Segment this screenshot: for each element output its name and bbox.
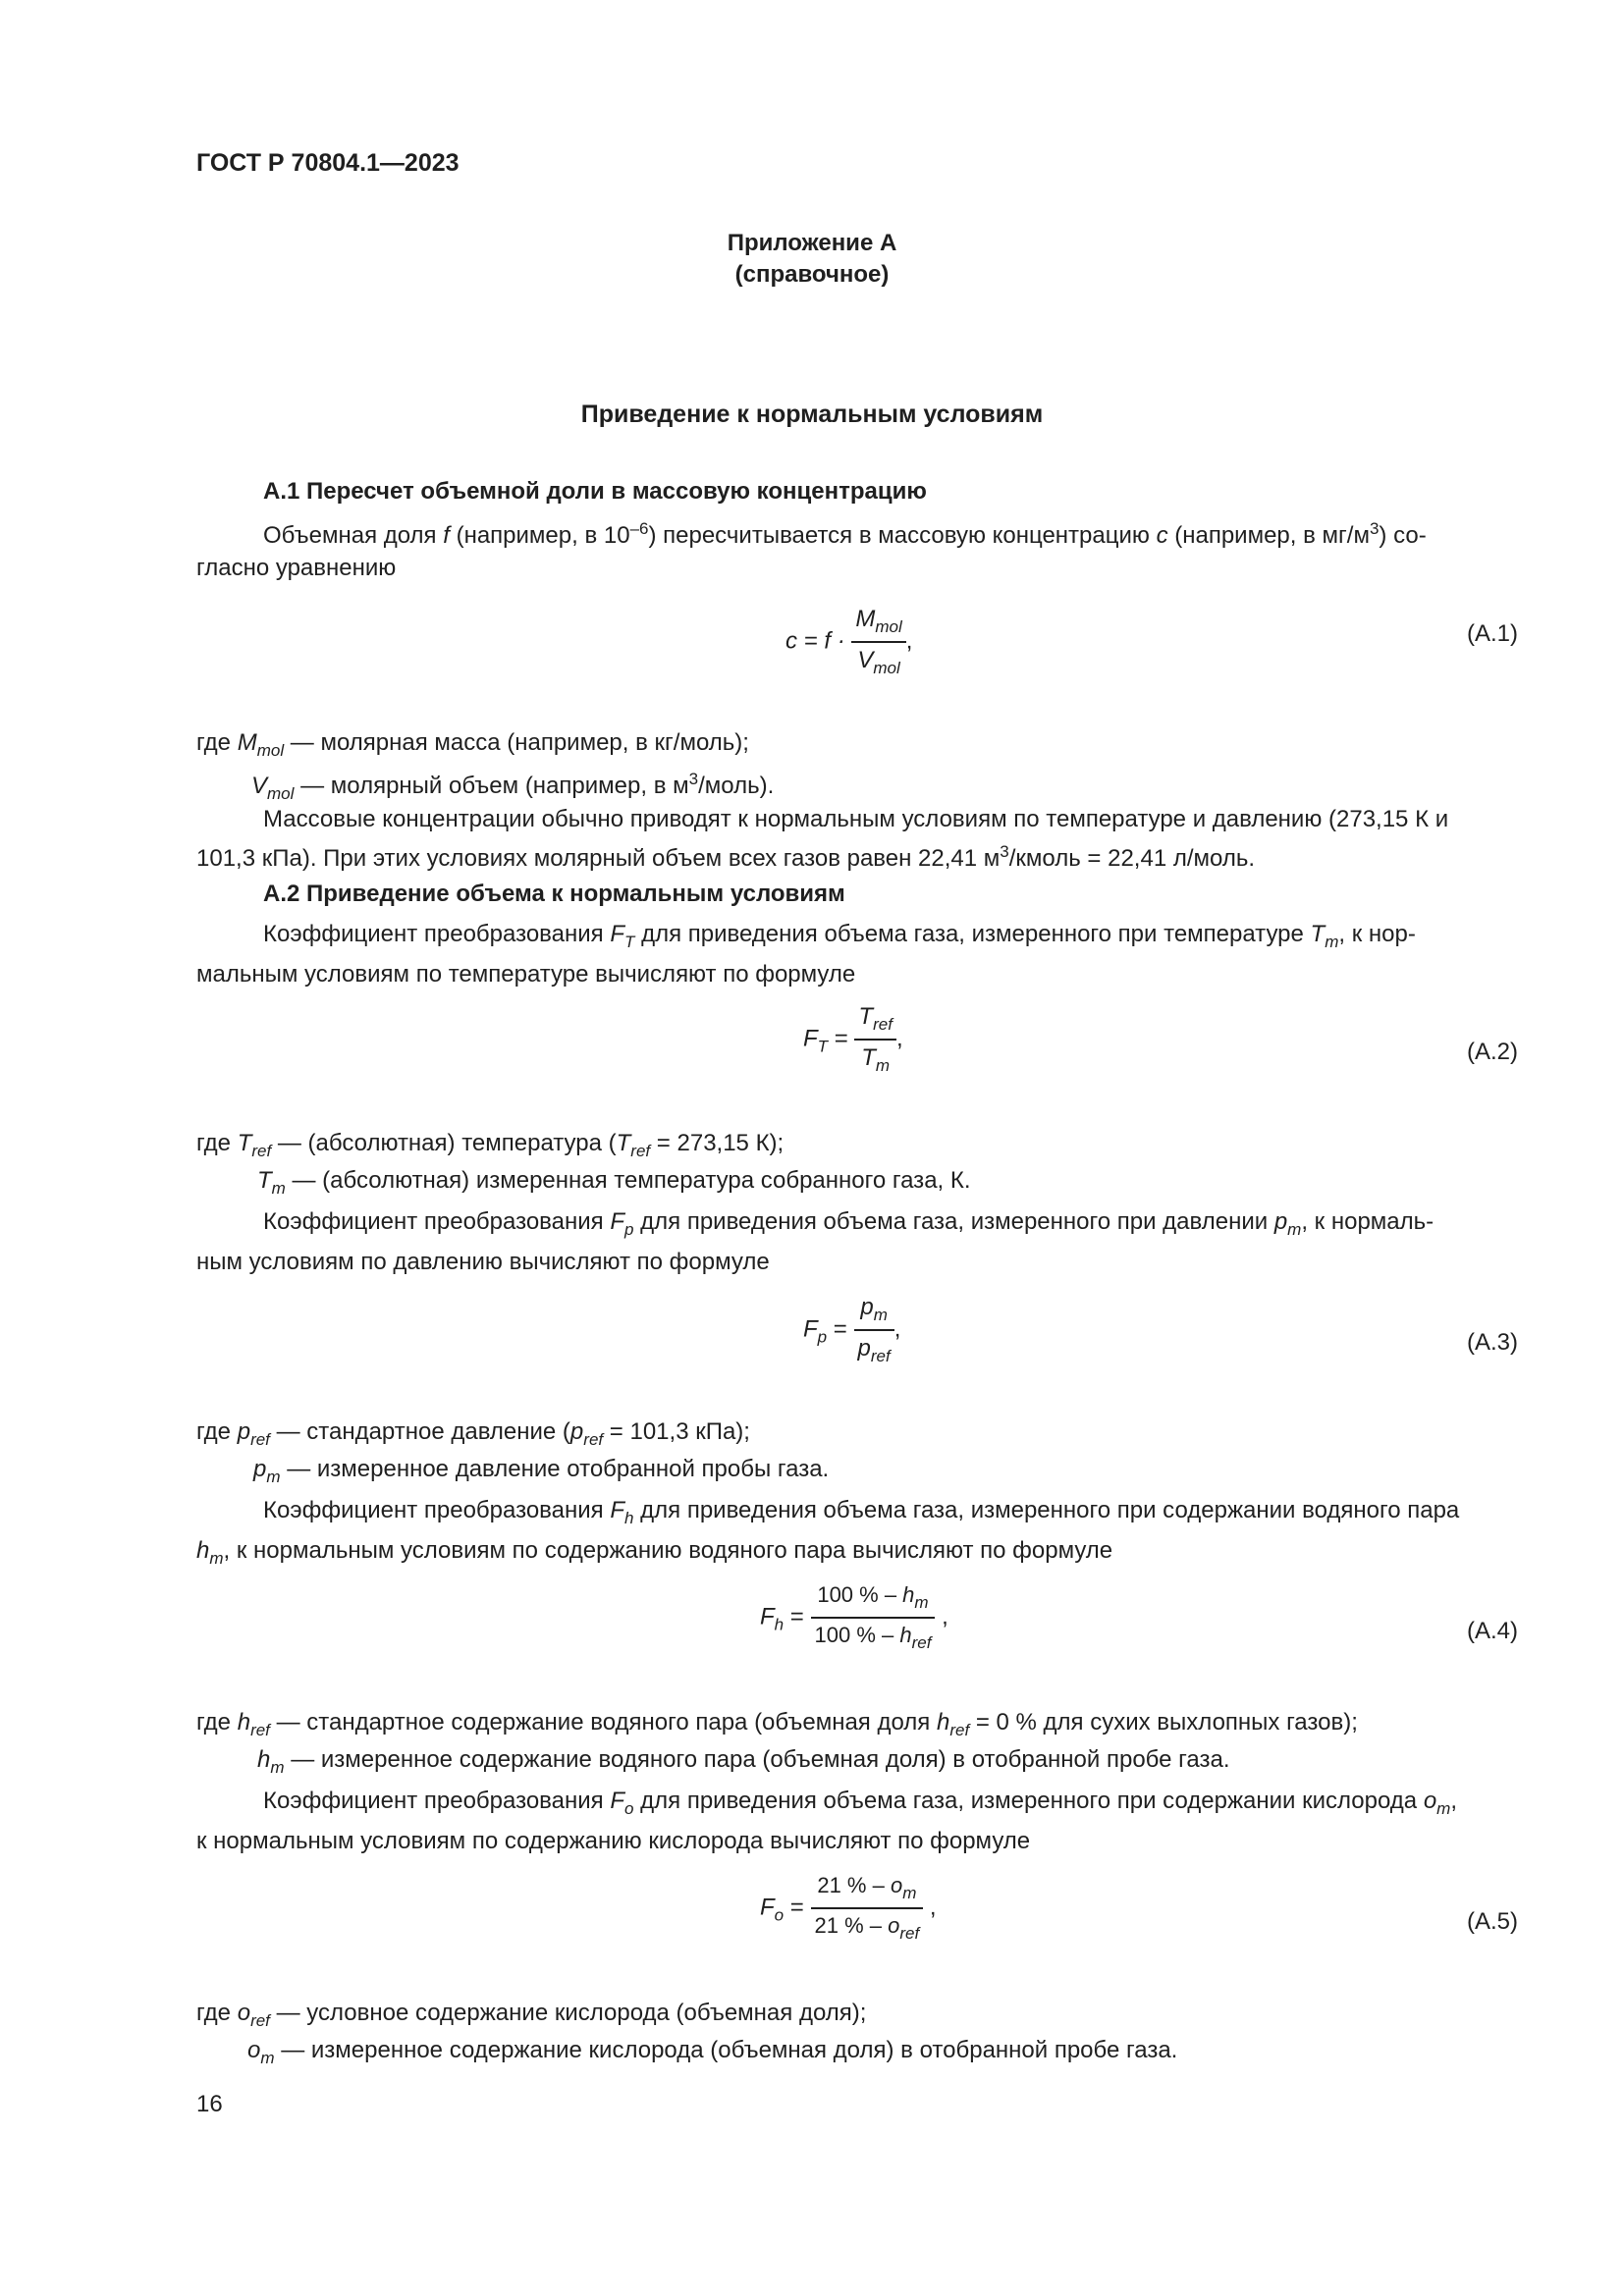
paragraph-ft: Коэффициент преобразования $F_T$ для приведения объема газа, измеренного при температуре $T_m$, к нор- мальным условиям по температуре вычисляют по формуле — [196, 921, 1416, 988]
paragraph-fp: Коэффициент преобразования $F_p$ для приведения объема газа, измеренного при давлении $p_m$, к нормаль- ным условиям по давлению вычисляют по формуле — [196, 1208, 1435, 1275]
where-href: где $h_{ref}$ — стандартное содержание водяного пара (объемная доля $h_{ref} = 0$ % для сухих выхлопных газов); — [196, 1709, 1358, 1739]
equation-number-a3: (А.3) — [1466, 1329, 1518, 1356]
where-pm: $p_m$ — измеренное давление отобранной пробы газа. — [253, 1456, 830, 1486]
formula-a4: $F_h$ = $\frac{100 \% - h_m}{100 \% - h_{ref}}$ , — [760, 1582, 948, 1652]
formula-a1: c = f · $\frac{M_{mol}}{V_{mol}}$ , — [785, 606, 913, 677]
paragraph-fh: Коэффициент преобразования $F_h$ для приведения объема газа, измеренного при содержании водяного пара $h_m$, к нормальным условиям по содержанию водяного пара вычисляют по формуле — [196, 1497, 1460, 1568]
equation-number-a1: (А.1) — [1466, 620, 1518, 647]
paragraph-fo: Коэффициент преобразования $F_o$ для приведения объема газа, измеренного при содержании кислорода $o_m$, к нормальным условиям по содержанию кислорода вычисляют по формуле — [196, 1788, 1458, 1854]
where-oref: где $o_{ref}$ — условное содержание кислорода (объемная доля); — [196, 2000, 867, 2030]
annex-title: Приложение А — [727, 230, 897, 256]
paragraph-a1: Объемная доля f (например, в $10^{-6}$) пересчитывается в массовую концентрацию c (например, в $мг/м^3$) со- гласно уравнению — [196, 519, 1427, 581]
section-a2-title: А.2 Приведение объема к нормальным условиям — [263, 881, 845, 907]
where-tm: $T_m$ — (абсолютная) измеренная температура собранного газа, К. — [257, 1167, 971, 1198]
where-pref: где $p_{ref}$ — стандартное давление ($p_{ref} = 101,3$ кПа); — [196, 1418, 750, 1449]
equation-number-a4: (А.4) — [1466, 1618, 1518, 1644]
document-code: ГОСТ Р 70804.1—2023 — [196, 149, 460, 177]
equation-number-a5: (А.5) — [1466, 1908, 1518, 1935]
where-hm: $h_m$ — измеренное содержание водяного пара (объемная доля) в отобранной пробе газа. — [257, 1746, 1230, 1777]
annex-heading: Приведение к нормальным условиям — [580, 400, 1044, 428]
page-number: 16 — [196, 2091, 223, 2117]
formula-a5: $F_o$ = $\frac{21 \% - o_m}{21 \% - o_{ref}}$ , — [760, 1873, 937, 1943]
equation-number-a2: (А.2) — [1466, 1039, 1518, 1065]
where-tref: где $T_{ref}$ — (абсолютная) температура ($T_{ref} = 273,15$ К); — [196, 1130, 785, 1160]
where-om: $o_m$ — измеренное содержание кислорода (объемная доля) в отобранной пробе газа. — [247, 2037, 1178, 2067]
paragraph-normal-conditions: Массовые концентрации обычно приводят к нормальным условиям по температуре и давлению (273,15 К и 101,3 кПа). При этих условиях молярный объем всех газов равен 22,41 $м^3$/кмоль = 22,41 л/моль. — [196, 806, 1449, 872]
where-vmol: $V_{mol}$ — молярный объем (например, в $м^3/моль$). — [251, 770, 775, 803]
formula-a3: $F_p$ = $\frac{p_m}{p_{ref}}$ , — [803, 1294, 901, 1365]
annex-type: (справочное) — [734, 261, 890, 288]
where-mmol: где $M_{mol}$ — молярная масса (например, в кг/моль); — [196, 729, 749, 760]
section-a1-title: А.1 Пересчет объемной доли в массовую концентрацию — [263, 478, 927, 505]
formula-a2: $F_T$ = $\frac{T_{ref}}{T_m}$ , — [803, 1003, 903, 1075]
